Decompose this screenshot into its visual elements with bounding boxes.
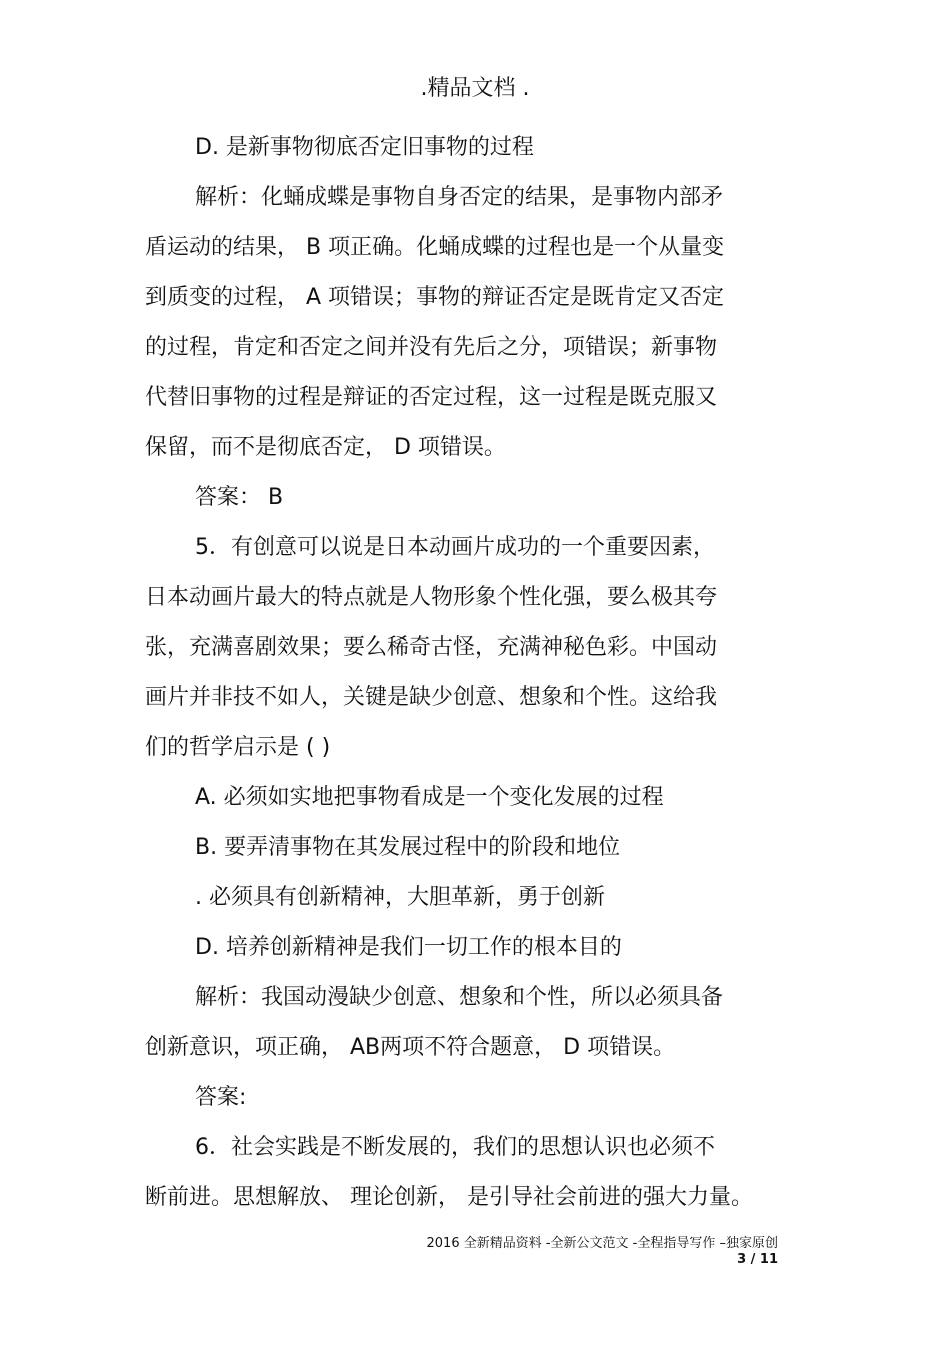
text-line: 画片并非技不如人，关键是缺少创意、想象和个性。这给我: [145, 685, 718, 710]
text-line: D. 培养创新精神是我们一切工作的根本目的: [195, 935, 622, 960]
text-line: B. 要弄清事物在其发展过程中的阶段和地位: [195, 835, 621, 860]
text-line: A. 必须如实地把事物看成是一个变化发展的过程: [195, 785, 664, 810]
text-line: 答案:: [195, 1085, 247, 1110]
page-header: .精品文档 .: [420, 76, 530, 101]
text-line: 的过程，肯定和否定之间并没有先后之分，项错误；新事物: [145, 335, 718, 360]
text-line: . 必须具有创新精神，大胆革新，勇于创新: [195, 885, 605, 910]
text-line: 5．有创意可以说是日本动画片成功的一个重要因素，: [195, 535, 715, 560]
text-line: 断前进。思想解放、 理论创新， 是引导社会前进的强大力量。: [145, 1185, 753, 1210]
text-line: 代替旧事物的过程是辩证的否定过程，这一过程是既克服又: [145, 385, 718, 410]
text-line: D. 是新事物彻底否定旧事物的过程: [195, 135, 534, 160]
text-line: 张，充满喜剧效果；要么稀奇古怪，充满神秘色彩。中国动: [145, 635, 718, 660]
text-line: 们的哲学启示是 ( ): [145, 735, 331, 760]
page-footer: [427, 1236, 779, 1268]
footer-text: 2016 全新精品资料 -全新公文范文 -全程指导写作 –独家原创: [426, 1236, 778, 1251]
page-number: 3 / 11: [737, 1252, 778, 1267]
text-line: 解析：化蛹成蝶是事物自身否定的结果，是事物内部矛: [195, 185, 724, 210]
text-line: 日本动画片最大的特点就是人物形象个性化强，要么极其夸: [145, 585, 718, 610]
text-line: 到质变的过程， A 项错误；事物的辩证否定是既肯定又否定: [145, 285, 725, 310]
document-body: [145, 123, 760, 1223]
text-line: 保留，而不是彻底否定， D 项错误。: [145, 435, 506, 460]
text-line: 盾运动的结果， B 项正确。化蛹成蝶的过程也是一个从量变: [145, 235, 725, 260]
text-line: 答案： B: [195, 485, 284, 510]
text-line: 创新意识，项正确， AB两项不符合题意， D 项错误。: [145, 1035, 676, 1060]
text-line: 6．社会实践是不断发展的，我们的思想认识也必须不: [195, 1135, 715, 1160]
text-line: 解析：我国动漫缺少创意、想象和个性，所以必须具备: [195, 985, 724, 1010]
